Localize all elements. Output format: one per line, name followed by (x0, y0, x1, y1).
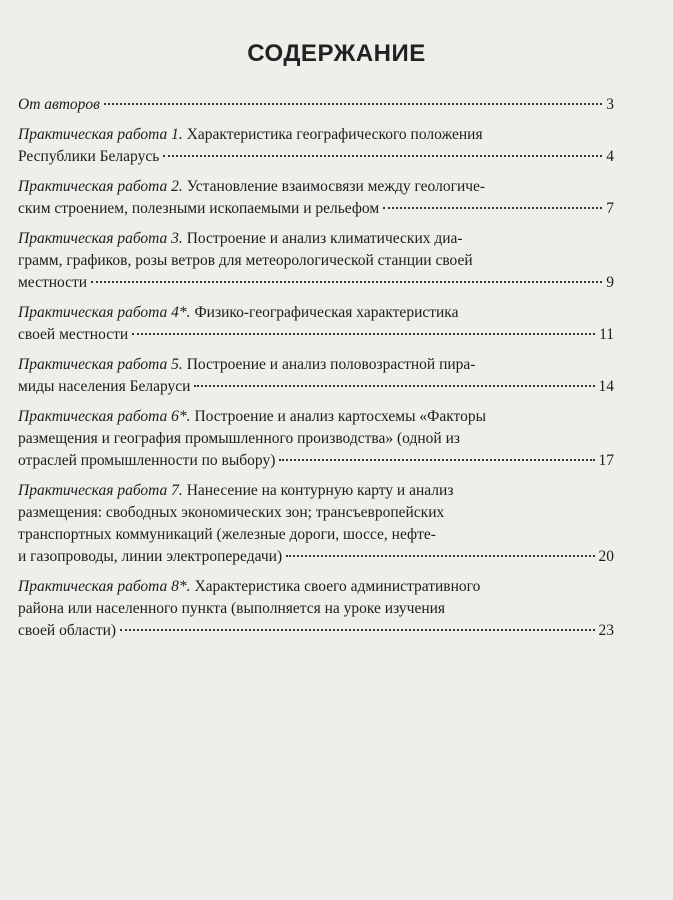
table-of-contents (18, 94, 614, 650)
toc-entry (18, 94, 614, 116)
toc-entry (18, 480, 614, 568)
entry-lead: Практическая работа 6*. (18, 408, 191, 425)
page-number: 4 (606, 148, 614, 165)
entry-text: Характеристика своего административного (190, 578, 481, 595)
entry-lead: Практическая работа 7. (18, 482, 183, 499)
toc-entry (18, 354, 614, 398)
entry-lead: Практическая работа 8*. (18, 578, 191, 595)
entry-text: грамм, графиков, розы ветров для метеорологической станции своей (18, 252, 473, 269)
toc-entry (18, 228, 614, 294)
entry-text: Построение и анализ климатических диа- (182, 230, 463, 247)
page-number: 3 (606, 96, 614, 113)
entry-text: Физико-географическая характеристика (190, 304, 459, 321)
dot-leader (163, 155, 602, 157)
toc-entry (18, 302, 614, 346)
dot-leader (132, 333, 595, 335)
dot-leader (383, 207, 602, 209)
entry-text: района или населенного пункта (выполняется на уроке изучения (18, 600, 446, 617)
entry-text: своей области) (18, 622, 117, 639)
toc-entry (18, 576, 614, 642)
entry-text: Построение и анализ картосхемы «Факторы (190, 408, 487, 425)
toc-entry (18, 124, 614, 168)
page-number: 23 (598, 622, 614, 639)
entry-text: Построение и анализ половозрастной пира- (182, 356, 476, 373)
entry-lead: Практическая работа 2. (18, 178, 183, 195)
page-number: 9 (606, 274, 614, 291)
dot-leader (120, 629, 594, 631)
page-number: 20 (598, 548, 614, 565)
page-title: СОДЕРЖАНИЕ (247, 40, 426, 67)
entry-text: размещения: свободных экономических зон; трансъевропейских (18, 504, 445, 521)
entry-text: миды населения Беларуси (18, 378, 191, 395)
dot-leader (194, 385, 594, 387)
entry-lead: Практическая работа 3. (18, 230, 183, 247)
entry-lead: Практическая работа 4*. (18, 304, 191, 321)
entry-text: и газопроводы, линии электропередачи) (18, 548, 283, 565)
entry-text: Республики Беларусь (18, 148, 160, 165)
dot-leader (286, 555, 594, 557)
entry-text: ским строением, полезными ископаемыми и рельефом (18, 200, 380, 217)
page-number: 11 (599, 326, 614, 343)
entry-text: Нанесение на контурную карту и анализ (182, 482, 454, 499)
entry-text: Характеристика географического положения (182, 126, 483, 143)
dot-leader (91, 281, 602, 283)
entry-lead: Практическая работа 5. (18, 356, 183, 373)
entry-lead: От авторов (18, 96, 100, 113)
entry-text: своей местности (18, 326, 129, 343)
entry-text: местности (18, 274, 88, 291)
dot-leader (104, 103, 602, 105)
entry-text: транспортных коммуникаций (железные дороги, шоссе, нефте- (18, 526, 436, 543)
entry-text: Установление взаимосвязи между геологиче- (182, 178, 486, 195)
toc-entry (18, 176, 614, 220)
dot-leader (279, 459, 594, 461)
entry-lead: Практическая работа 1. (18, 126, 183, 143)
entry-text: отраслей промышленности по выбору) (18, 452, 276, 469)
page-number: 7 (606, 200, 614, 217)
toc-entry (18, 406, 614, 472)
entry-text: размещения и география промышленного производства» (одной из (18, 430, 460, 447)
page-number: 14 (598, 378, 614, 395)
page-number: 17 (598, 452, 614, 469)
